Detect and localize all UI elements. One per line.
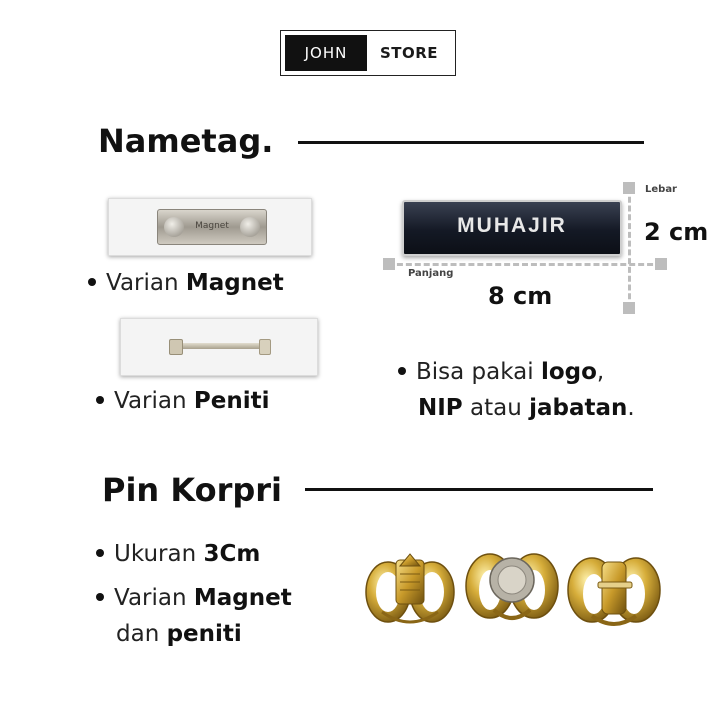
feature-text-3: atau: [462, 395, 530, 421]
pin-back-magnet-icon: [466, 554, 558, 618]
magnet-clip: [157, 209, 267, 245]
variant-magnet-prefix: Varian: [106, 270, 186, 296]
pin-variant-line2-bold: peniti: [166, 621, 242, 647]
magnet-clip-text: Magnet: [195, 221, 229, 231]
magnet-nametag-image: [108, 198, 312, 256]
pin-variant-item: [96, 580, 292, 652]
pin-variant-prefix: Varian: [114, 585, 194, 611]
width-value: 2 cm: [644, 218, 709, 246]
variant-magnet-bold: Magnet: [185, 270, 284, 296]
nametag-heading: Nametag.: [98, 122, 274, 160]
logo-john-text: JOHN: [285, 35, 367, 71]
variant-peniti-prefix: Varian: [114, 388, 194, 414]
length-value: 8 cm: [488, 282, 553, 310]
logo-store-text: STORE: [379, 44, 439, 62]
nametag-heading-rule: [298, 141, 644, 144]
length-guide-right-marker: [655, 258, 667, 270]
peniti-nametag-image: [120, 318, 318, 376]
bullet-dot: [96, 593, 104, 601]
bullet-dot: [88, 278, 96, 286]
bullet-dot: [398, 367, 406, 375]
feature-item: [398, 354, 635, 426]
length-guide-line: [388, 263, 662, 266]
sample-name-text: MUHAJIR: [457, 214, 567, 237]
variant-peniti-item: [96, 388, 269, 414]
feature-text-2: ,: [596, 359, 605, 385]
magnet-left-icon: [164, 217, 184, 237]
store-logo: [280, 30, 456, 76]
magnet-right-icon: [240, 217, 260, 237]
feature-jabatan: jabatan: [529, 395, 628, 421]
pin-back-peniti-icon: [568, 558, 660, 624]
variant-peniti-bold: Peniti: [193, 388, 270, 414]
width-guide-top-marker: [623, 182, 635, 194]
safety-pin-bar: [175, 343, 265, 349]
pin-front-icon: [366, 554, 454, 622]
pin-size-prefix: Ukuran: [114, 541, 204, 567]
pin-size-item: [96, 541, 260, 567]
feature-text-1: Bisa pakai: [416, 359, 541, 385]
feature-logo: logo: [540, 359, 597, 385]
safety-pin-head: [169, 339, 183, 355]
width-guide-line: [628, 188, 631, 308]
pin-korpri-images: [362, 540, 662, 636]
safety-pin-catch: [259, 339, 271, 355]
pin-variant-bold: Magnet: [193, 585, 292, 611]
feature-nip: NIP: [418, 395, 463, 421]
width-guide-bottom-marker: [623, 302, 635, 314]
length-label: Panjang: [408, 268, 454, 279]
pin-size-bold: 3Cm: [203, 541, 261, 567]
feature-text-4: .: [627, 395, 635, 421]
bullet-dot: [96, 549, 104, 557]
variant-magnet-item: [88, 270, 284, 296]
pin-heading-rule: [305, 488, 653, 491]
pin-heading: Pin Korpri: [102, 471, 282, 509]
sample-nametag-image: [402, 200, 622, 256]
bullet-dot: [96, 396, 104, 404]
width-label: Lebar: [645, 184, 677, 195]
length-guide-left-marker: [383, 258, 395, 270]
pin-variant-line2-prefix: dan: [116, 621, 167, 647]
